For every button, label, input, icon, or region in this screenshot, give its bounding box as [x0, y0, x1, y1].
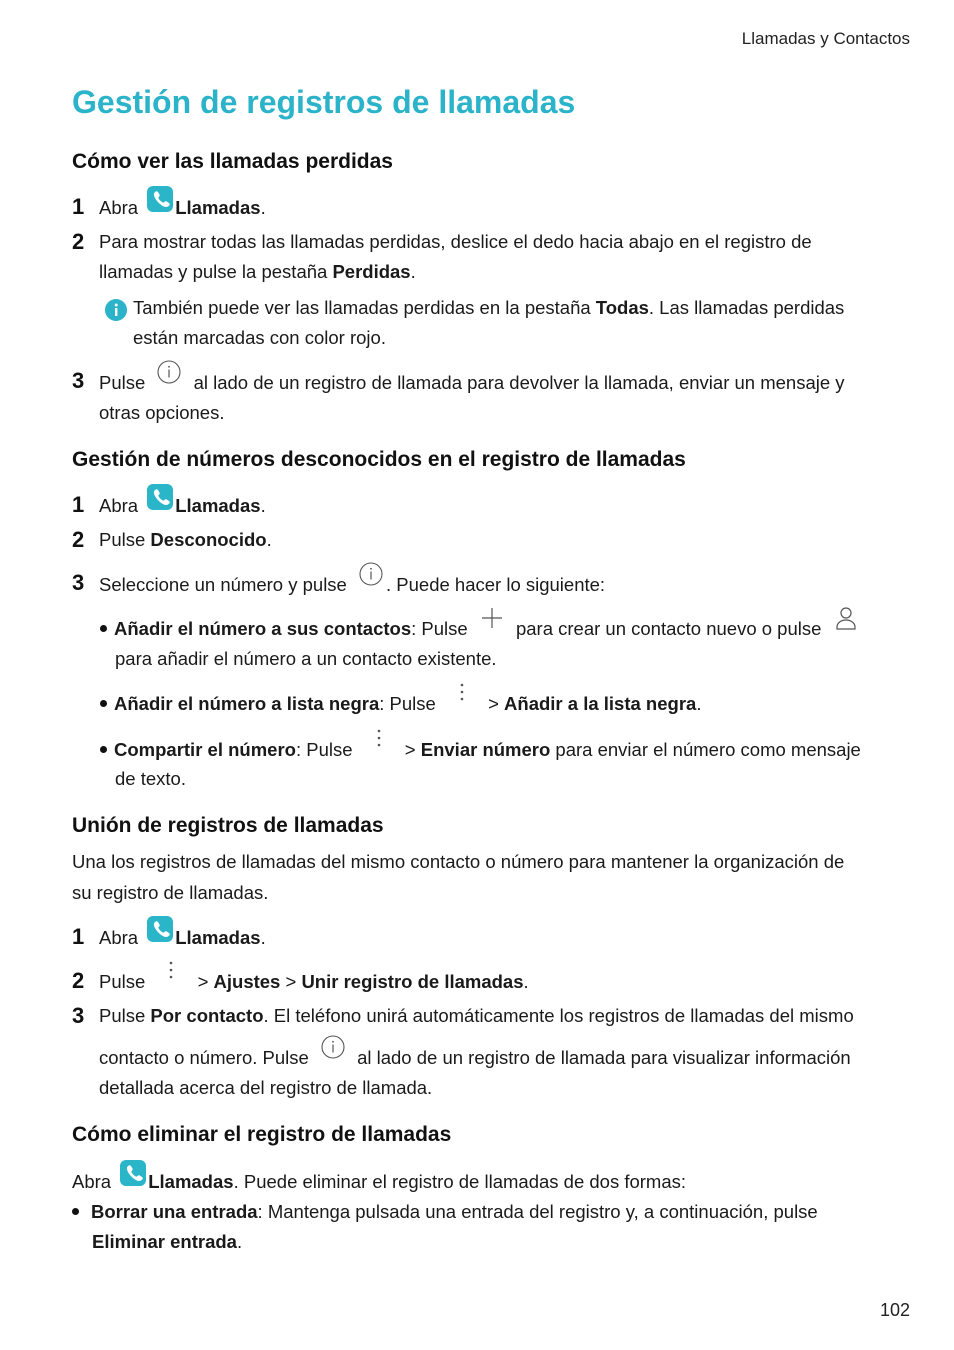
step-3-text-cont: contacto o número. Pulse al lado de un registro de llamada para visualizar información [99, 1042, 851, 1073]
bullet-dot [100, 700, 107, 707]
bullet-share-number: Compartir el número: Pulse > Enviar número para enviar el número como mensaje [100, 734, 861, 765]
step-number: 1 [72, 492, 85, 517]
more-vertical-icon [158, 958, 184, 984]
step-number: 3 [72, 1003, 85, 1028]
running-header: Llamadas y Contactos [741, 29, 910, 48]
bullet-dot [72, 1208, 79, 1215]
step-number: 3 [72, 570, 85, 595]
bullet-share-number-cont: de texto. [115, 768, 186, 789]
step-1-open-calls: Abra Llamadas. [99, 490, 266, 521]
plus-icon [479, 605, 505, 631]
intro-text: Una los registros de llamadas del mismo contacto o número para mantener la organización de [72, 851, 845, 872]
bullet-add-contact: Añadir el número a sus contactos: Pulse para crear un contacto nuevo o pulse [100, 613, 859, 644]
step-2-text: Para mostrar todas las llamadas perdidas, deslice el dedo hacia abajo en el registro de [99, 231, 812, 252]
step-number: 1 [72, 924, 85, 949]
intro-text: Abra Llamadas. Puede eliminar el registro de llamadas de dos formas: [72, 1166, 686, 1197]
heading-missed-calls: Cómo ver las llamadas perdidas [72, 150, 393, 173]
info-icon [358, 561, 384, 587]
step-3-text: Seleccione un número y pulse . Puede hacer lo siguiente: [99, 569, 605, 600]
intro-text-cont: su registro de llamadas. [72, 882, 269, 903]
page-title: Gestión de registros de llamadas [72, 84, 576, 120]
step-2-text: Pulse Desconocido. [99, 529, 272, 550]
phone-app-icon [147, 916, 173, 942]
bullet-delete-entry-cont: Eliminar entrada. [92, 1231, 243, 1252]
note-text-cont: están marcadas con color rojo. [133, 327, 386, 348]
info-icon [156, 359, 182, 385]
step-number: 2 [72, 527, 85, 552]
more-vertical-icon [366, 726, 392, 752]
note-text: También puede ver las llamadas perdidas en la pestaña Todas. Las llamadas perdidas [133, 297, 845, 318]
info-icon [320, 1034, 346, 1060]
phone-app-icon [120, 1160, 146, 1186]
info-note-icon [105, 299, 127, 321]
step-3-text: Pulse Por contacto. El teléfono unirá automáticamente los registros de llamadas del mismo [99, 1005, 854, 1026]
step-1-open-calls: Abra Llamadas. [99, 922, 266, 953]
bullet-blacklist: Añadir el número a lista negra: Pulse > Añadir a la lista negra. [100, 688, 701, 719]
bullet-dot [100, 625, 107, 632]
step-2-text: Pulse > Ajustes > Unir registro de llamadas. [99, 966, 529, 997]
bullet-dot [100, 746, 107, 753]
heading-unknown-numbers: Gestión de números desconocidos en el registro de llamadas [72, 448, 686, 471]
phone-app-icon [147, 186, 173, 212]
step-2-text-cont: llamadas y pulse la pestaña Perdidas. [99, 261, 416, 282]
more-vertical-icon [449, 680, 475, 706]
step-number: 2 [72, 229, 85, 254]
person-icon [833, 605, 859, 631]
step-number: 2 [72, 968, 85, 993]
heading-delete-logs: Cómo eliminar el registro de llamadas [72, 1123, 452, 1146]
step-3-text-cont: otras opciones. [99, 402, 225, 423]
heading-merge-logs: Unión de registros de llamadas [72, 814, 384, 837]
step-3-text-cont2: detallada acerca del registro de llamada. [99, 1077, 433, 1098]
step-number: 1 [72, 194, 85, 219]
step-1-open-calls: Abra Llamadas. [99, 192, 266, 223]
step-3-text: Pulse al lado de un registro de llamada para devolver la llamada, enviar un mensaje y [99, 367, 845, 398]
page-number: 102 [879, 1300, 910, 1320]
bullet-delete-entry: Borrar una entrada: Mantenga pulsada una entrada del registro y, a continuación, pulse [72, 1197, 818, 1227]
bullet-add-contact-cont: para añadir el número a un contacto existente. [115, 648, 497, 669]
step-number: 3 [72, 368, 85, 393]
phone-app-icon [147, 484, 173, 510]
